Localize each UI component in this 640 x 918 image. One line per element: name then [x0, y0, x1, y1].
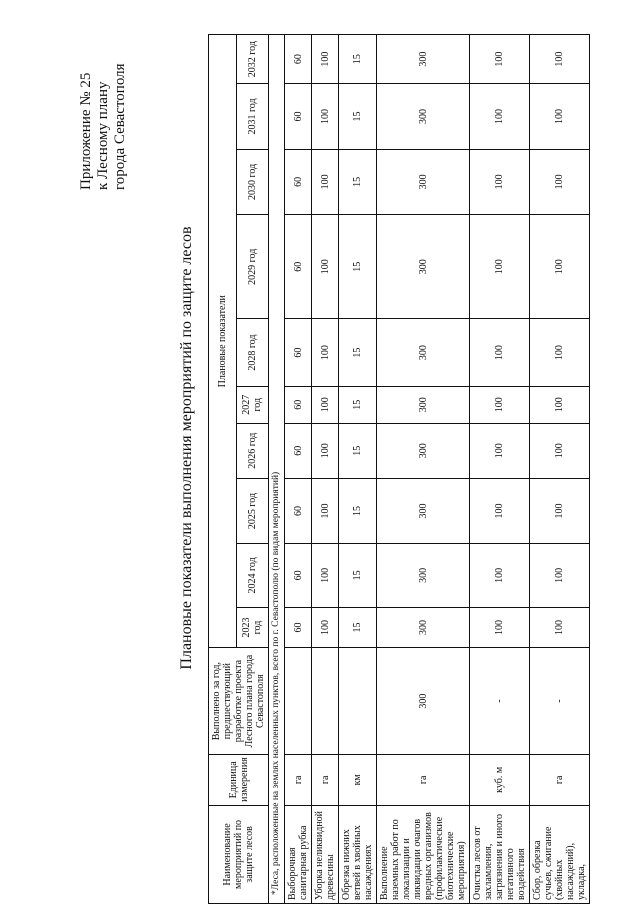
row-done-cell	[285, 648, 312, 754]
header-planned: Плановые показатели	[209, 35, 237, 648]
table-row	[530, 35, 590, 904]
header-year: 2032 год	[236, 35, 268, 84]
row-value-cell: 100	[530, 386, 590, 423]
row-value-cell: 100	[312, 386, 339, 423]
row-value-cell: 15	[339, 607, 377, 648]
row-value-cell: 100	[530, 544, 590, 607]
row-value-cell: 100	[312, 544, 339, 607]
document-title: Плановые показатели выполнения мероприятий по защите лесов	[178, 226, 195, 670]
row-value-cell: 100	[312, 478, 339, 543]
row-value-cell: 15	[339, 478, 377, 543]
row-value-cell: 15	[339, 84, 377, 149]
table-row	[377, 35, 470, 904]
header-year: 2025 год	[236, 478, 268, 543]
row-done-cell	[312, 648, 339, 754]
row-value-cell: 300	[377, 319, 470, 386]
row-value-cell: 300	[377, 478, 470, 543]
row-value-cell: 100	[312, 84, 339, 149]
row-value-cell: 300	[377, 215, 470, 319]
row-value-cell: 100	[530, 215, 590, 319]
appendix-line-1: Приложение № 25	[78, 72, 94, 190]
table-row	[470, 35, 530, 904]
row-value-cell: 15	[339, 423, 377, 478]
row-name-cell: Сбор, обрезка сучьев, сжигание (хвойных насаждений), укладка,	[530, 805, 590, 903]
table-row	[312, 35, 339, 904]
header-year: 2024 год	[236, 544, 268, 607]
row-value-cell: 100	[312, 35, 339, 84]
row-value-cell: 60	[285, 607, 312, 648]
row-value-cell: 100	[312, 423, 339, 478]
row-value-cell: 15	[339, 149, 377, 214]
header-year: 2023 год	[236, 607, 268, 648]
row-value-cell: 100	[530, 607, 590, 648]
row-value-cell: 100	[470, 478, 530, 543]
row-name-cell: Выборочная санитарная рубка	[285, 805, 312, 903]
row-value-cell: 100	[530, 149, 590, 214]
row-value-cell: 100	[470, 35, 530, 84]
header-unit: Единица измерения	[209, 754, 269, 805]
row-value-cell: 15	[339, 215, 377, 319]
row-value-cell: 100	[470, 607, 530, 648]
row-value-cell: 60	[285, 423, 312, 478]
row-value-cell: 15	[339, 35, 377, 84]
row-value-cell: 100	[470, 84, 530, 149]
row-value-cell: 100	[530, 84, 590, 149]
row-value-cell: 300	[377, 607, 470, 648]
appendix-line-2: к Лесному плану	[95, 81, 111, 190]
row-done-cell: -	[470, 648, 530, 754]
row-value-cell: 15	[339, 319, 377, 386]
row-value-cell: 60	[285, 319, 312, 386]
row-value-cell: 60	[285, 149, 312, 214]
row-value-cell: 300	[377, 84, 470, 149]
row-value-cell: 100	[312, 607, 339, 648]
row-value-cell: 60	[285, 386, 312, 423]
row-value-cell: 300	[377, 423, 470, 478]
row-unit-cell: куб. м	[470, 754, 530, 805]
row-value-cell: 60	[285, 215, 312, 319]
header-year: 2028 год	[236, 319, 268, 386]
header-year: 2030 год	[236, 149, 268, 214]
row-value-cell: 100	[530, 478, 590, 543]
row-unit-cell: га	[377, 754, 470, 805]
row-value-cell: 100	[530, 319, 590, 386]
row-done-cell: 300	[377, 648, 470, 754]
row-name-cell: Очистка лесов от захламления, загрязнения и иного негативного воздействия	[470, 805, 530, 903]
row-value-cell: 300	[377, 544, 470, 607]
row-value-cell: 100	[470, 149, 530, 214]
header-row-1	[209, 35, 237, 904]
row-value-cell: 60	[285, 478, 312, 543]
plan-table	[208, 34, 590, 904]
row-value-cell: 60	[285, 544, 312, 607]
header-year: 2026 год	[236, 423, 268, 478]
table-row	[339, 35, 377, 904]
row-value-cell: 100	[470, 544, 530, 607]
subheader-text: *Леса, расположенные на землях населенных пунктов, всего по г. Севастополю (по видам мероприятий)	[269, 35, 285, 904]
appendix-line-3: города Севастополя	[112, 63, 128, 190]
row-value-cell: 100	[312, 149, 339, 214]
row-value-cell: 60	[285, 35, 312, 84]
row-unit-cell: га	[312, 754, 339, 805]
row-value-cell: 100	[470, 386, 530, 423]
row-value-cell: 15	[339, 386, 377, 423]
row-value-cell: 100	[312, 319, 339, 386]
row-value-cell: 100	[530, 423, 590, 478]
row-value-cell: 60	[285, 84, 312, 149]
row-done-cell	[339, 648, 377, 754]
row-value-cell: 100	[312, 215, 339, 319]
row-unit-cell: га	[285, 754, 312, 805]
row-value-cell: 15	[339, 544, 377, 607]
row-value-cell: 100	[530, 35, 590, 84]
appendix-block	[78, 20, 129, 190]
header-year: 2027 год	[236, 386, 268, 423]
row-value-cell: 300	[377, 386, 470, 423]
row-value-cell: 300	[377, 149, 470, 214]
row-done-cell: -	[530, 648, 590, 754]
row-name-cell: Выполнение наземных работ по локализации и ликвидации очагов вредных организмов (профилактические биотехнические мероприятия)	[377, 805, 470, 903]
row-name-cell: Уборка неликвидной древесины	[312, 805, 339, 903]
row-value-cell: 100	[470, 319, 530, 386]
row-unit-cell: га	[530, 754, 590, 805]
subheader-row	[269, 35, 285, 904]
row-value-cell: 300	[377, 35, 470, 84]
row-value-cell: 100	[470, 215, 530, 319]
header-name: Наименование мероприятий по защите лесов	[209, 805, 269, 903]
row-name-cell: Обрезка нижних ветвей в хвойных насаждениях	[339, 805, 377, 903]
row-unit-cell: км	[339, 754, 377, 805]
row-value-cell: 100	[470, 423, 530, 478]
header-year: 2031 год	[236, 84, 268, 149]
header-year: 2029 год	[236, 215, 268, 319]
header-done: Выполнено за год, предшествующий разработке проекта Лесного плана города Севастополя	[209, 648, 269, 754]
table-row	[285, 35, 312, 904]
